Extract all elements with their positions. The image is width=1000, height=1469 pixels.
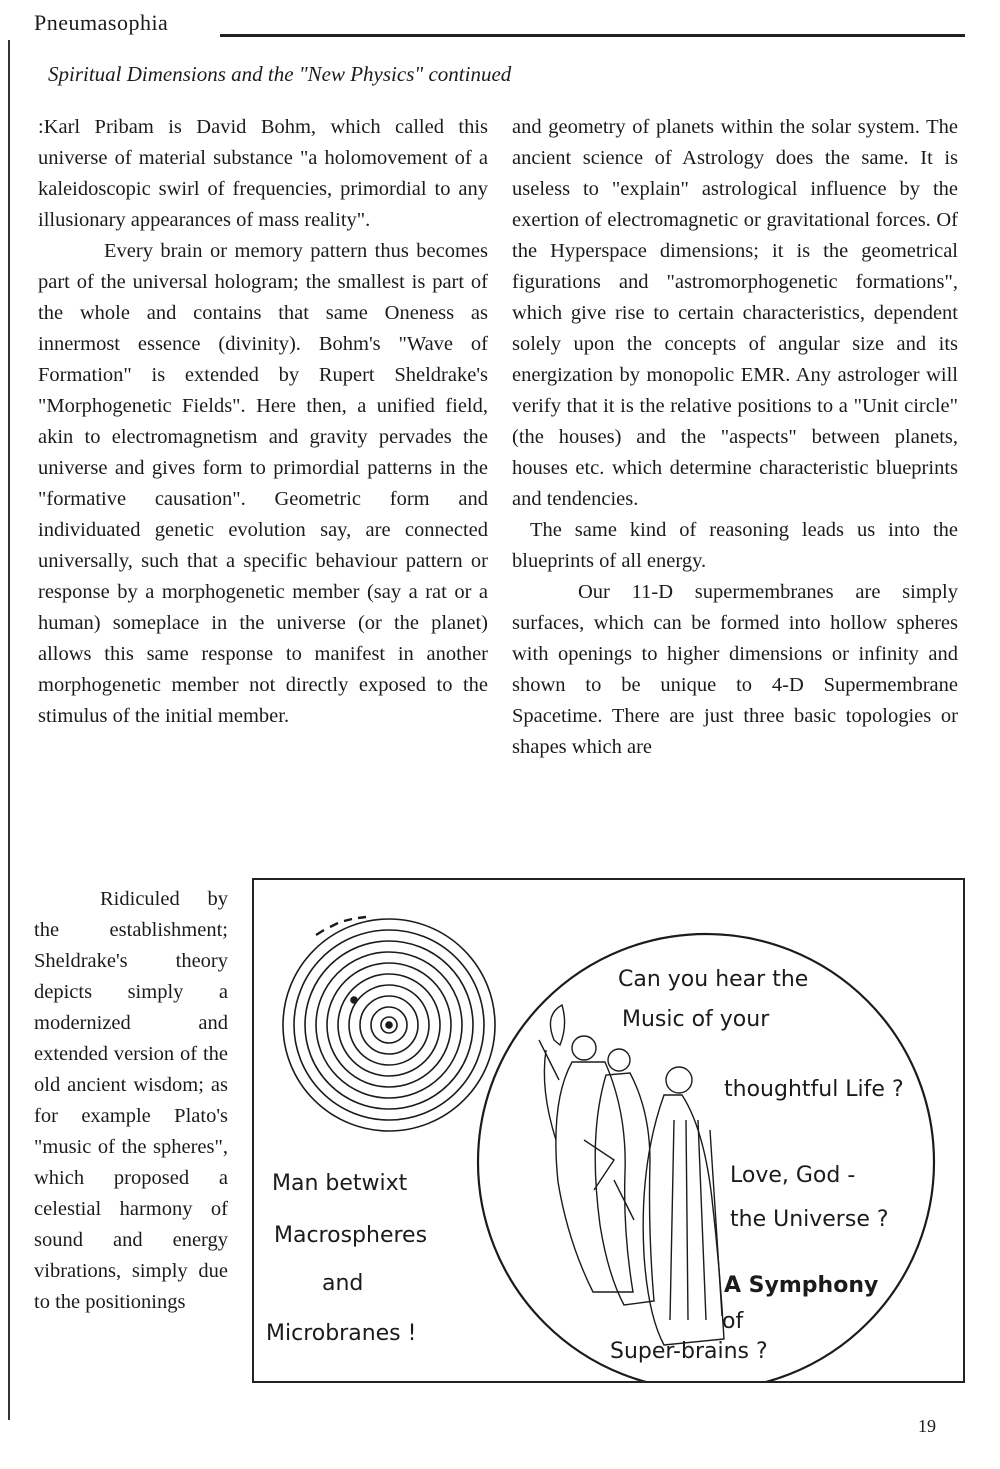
left-paragraph-2: Every brain or memory pattern thus becomes part of the universal hologram; the smallest is part of the whole and contains that same Oneness as innermost essence (divinity). Bohm's "Wave of Formation" is extended by Rupert Sheldrake's "Morphogenetic Fields". Here then, a unified field, akin to electromagnetism and gravity pervades the universe and gives form to primordial patterns in the "formative causation". Geometric form and individuated genetic evolution say, are connected universally, such that a specific behaviour pattern or response by a morphogenetic member (say a rat or a human) someplace in the universe (or the planet) allows this same response to manifest in another morphogenetic member not directly exposed to the stimulus of the initial member.: [38, 240, 488, 727]
circle-text-6: A Symphony: [724, 1273, 879, 1298]
publication-title: Pneumasophia: [34, 10, 169, 35]
circle-text-7: of: [722, 1309, 744, 1334]
left-bottom-paragraph: Ridiculed by the establishment; Sheldrake's theory depicts simply a modernized and extended version of the old ancient wisdom; as for example Plato's "music of the spheres", which proposed a celestial harmony of sound and energy vibrations, simply due to the positionings: [34, 888, 228, 1313]
right-column: [512, 112, 958, 763]
circle-text-5: the Universe ?: [730, 1207, 889, 1232]
margin-rule: [8, 40, 10, 1420]
caption-line-4: Microbranes !: [266, 1321, 417, 1346]
circle-text-8: Super-brains ?: [610, 1339, 768, 1364]
caption-line-2: Macrospheres: [274, 1223, 428, 1248]
circle-text-1: Can you hear the: [618, 967, 809, 992]
right-paragraph-1: and geometry of planets within the solar system. The ancient science of Astrology does the same. It is useless to "explain" astrological influence by the exertion of electromagnetic or gravitational forces. Of the Hyperspace dimensions; it is the geometrical figurations and "astromorphogenetic formations", which give rise to certain characteristics, dependent solely upon the concepts of angular size and its energization by monopolic EMR. Any astrologer will verify that it is the relative positions to a "Unit circle" (the houses) and the "aspects" between planets, houses etc. which determine characteristic blueprints and tendencies.: [512, 116, 958, 510]
circle-text-3: thoughtful Life ?: [724, 1077, 904, 1102]
left-column: [38, 112, 488, 732]
illustration-drawing: [254, 880, 963, 1381]
right-paragraph-2: The same kind of reasoning leads us into the blueprints of all energy.: [512, 519, 958, 572]
left-caption: [266, 1171, 427, 1346]
caption-line-3: and: [322, 1271, 364, 1296]
page-number: 19: [918, 1416, 936, 1436]
illustration-box: [252, 878, 965, 1383]
right-paragraph-3: Our 11-D supermembranes are simply surfaces, which can be formed into hollow spheres with openings to higher dimensions or infinity and shown to be unique to 4-D Supermembrane Spacetime. There are just three basic topologies or shapes which are: [512, 581, 958, 758]
caption-line-1: Man betwixt: [272, 1171, 408, 1196]
circle-text-4: Love, God -: [730, 1163, 856, 1188]
page-header: [30, 8, 965, 38]
concentric-spheres-drawing: [283, 917, 495, 1131]
figures-sketch: [539, 1005, 724, 1345]
left-bottom-column: [34, 884, 228, 1318]
circle-text-2: Music of your: [622, 1007, 770, 1032]
left-paragraph-1: :Karl Pribam is David Bohm, which called this universe of material substance "a holomovement of a kaleidoscopic swirl of frequencies, primordial to any illusionary appearances of mass reality".: [38, 116, 488, 231]
circle-handwriting: [610, 967, 904, 1364]
article-subtitle: Spiritual Dimensions and the "New Physics" continued: [48, 62, 512, 86]
header-rule: [220, 34, 965, 37]
